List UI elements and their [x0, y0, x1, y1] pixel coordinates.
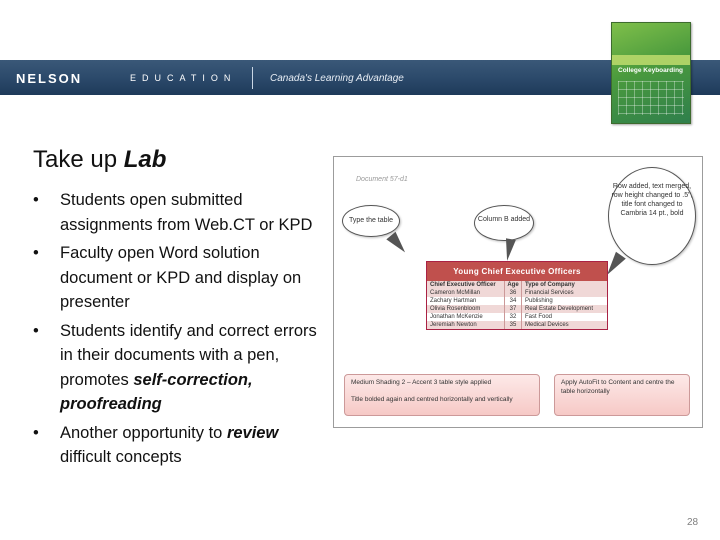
callout-column-added: Column B added	[474, 205, 534, 241]
document-example-figure	[333, 156, 703, 428]
table-cell: Zachary Hartman	[427, 297, 505, 305]
table-cell: Medical Devices	[525, 322, 569, 328]
slide-title	[33, 146, 166, 174]
header-tagline: Canada's Learning Advantage	[270, 73, 404, 84]
table-row	[427, 313, 607, 321]
bullet-text-after: difficult concepts	[60, 448, 182, 466]
callout-type-table: Type the table	[342, 205, 400, 237]
callout-row-added: Row added, text merged, row height changed to .5", title font changed to Cambria 14 pt., bold	[608, 167, 696, 265]
table-cell: Jeremiah Newton	[427, 321, 505, 329]
bullet-text: Another opportunity to	[60, 423, 227, 442]
table-cell: 36	[505, 289, 522, 297]
callout-tail	[386, 232, 409, 257]
table-row	[427, 321, 607, 329]
table-header-cell: Type of Company	[525, 282, 575, 288]
book-cover-pattern	[618, 81, 684, 115]
table-row	[427, 305, 607, 313]
callout-tail	[502, 238, 516, 261]
note-line: Title bolded again and centred horizontally and vertically	[351, 396, 513, 403]
table-cell: Jonathan McKenzie	[427, 313, 505, 321]
table-cell: Publishing	[525, 298, 553, 304]
book-cover-stripe	[612, 55, 690, 65]
bullet-item	[33, 188, 333, 237]
bullet-text: Faculty open Word solution document or KPD and display on presenter	[60, 244, 302, 311]
table-caption: Young Chief Executive Officers	[427, 262, 607, 281]
page-number: 28	[687, 517, 699, 528]
bullet-item	[33, 319, 333, 417]
table-cell: Real Estate Development	[525, 306, 594, 312]
table-cell: 35	[505, 321, 522, 329]
bullet-emphasis: review	[226, 423, 279, 442]
bullet-emphasis: self-correction, proofreading	[60, 370, 253, 413]
bullet-item	[33, 421, 333, 470]
table-header-cell: Age	[505, 281, 522, 289]
bullet-item	[33, 241, 333, 315]
note-line: Medium Shading 2 – Accent 3 table style applied	[351, 379, 492, 386]
table-header-cell: Chief Executive Officer	[427, 281, 505, 289]
book-cover-image	[611, 22, 691, 124]
table-row	[427, 297, 607, 305]
table-cell: Fast Food	[525, 314, 553, 320]
example-table	[426, 261, 608, 330]
table-cell: Cameron McMillan	[427, 289, 505, 297]
table-cell: 32	[505, 313, 522, 321]
bullet-text: Students identify and correct errors in their documents with a pen, promotes	[60, 321, 317, 389]
table-cell: 37	[505, 305, 522, 313]
table-cell: Olivia Rosenbloom	[427, 305, 505, 313]
slide-title-plain: Take up	[33, 146, 124, 173]
table-row	[427, 289, 607, 297]
table-cell: 34	[505, 297, 522, 305]
book-cover-title: College Keyboarding	[618, 67, 684, 74]
bullet-list	[33, 188, 333, 474]
slide-title-emphasis: Lab	[123, 146, 167, 173]
table-cell: Financial Services	[525, 290, 574, 296]
note-autofit	[554, 374, 690, 416]
figure-label: Document 57-d1	[356, 176, 408, 183]
note-line: Apply AutoFit to Content and centre the table horizontally	[561, 379, 675, 395]
bullet-text: Students open submitted assignments from Web.CT or KPD	[60, 191, 313, 234]
table-header-row	[427, 281, 607, 289]
header-divider	[252, 67, 253, 89]
note-table-style	[344, 374, 540, 416]
nelson-logo: NELSON	[16, 71, 83, 86]
education-wordmark: EDUCATION	[130, 73, 237, 83]
